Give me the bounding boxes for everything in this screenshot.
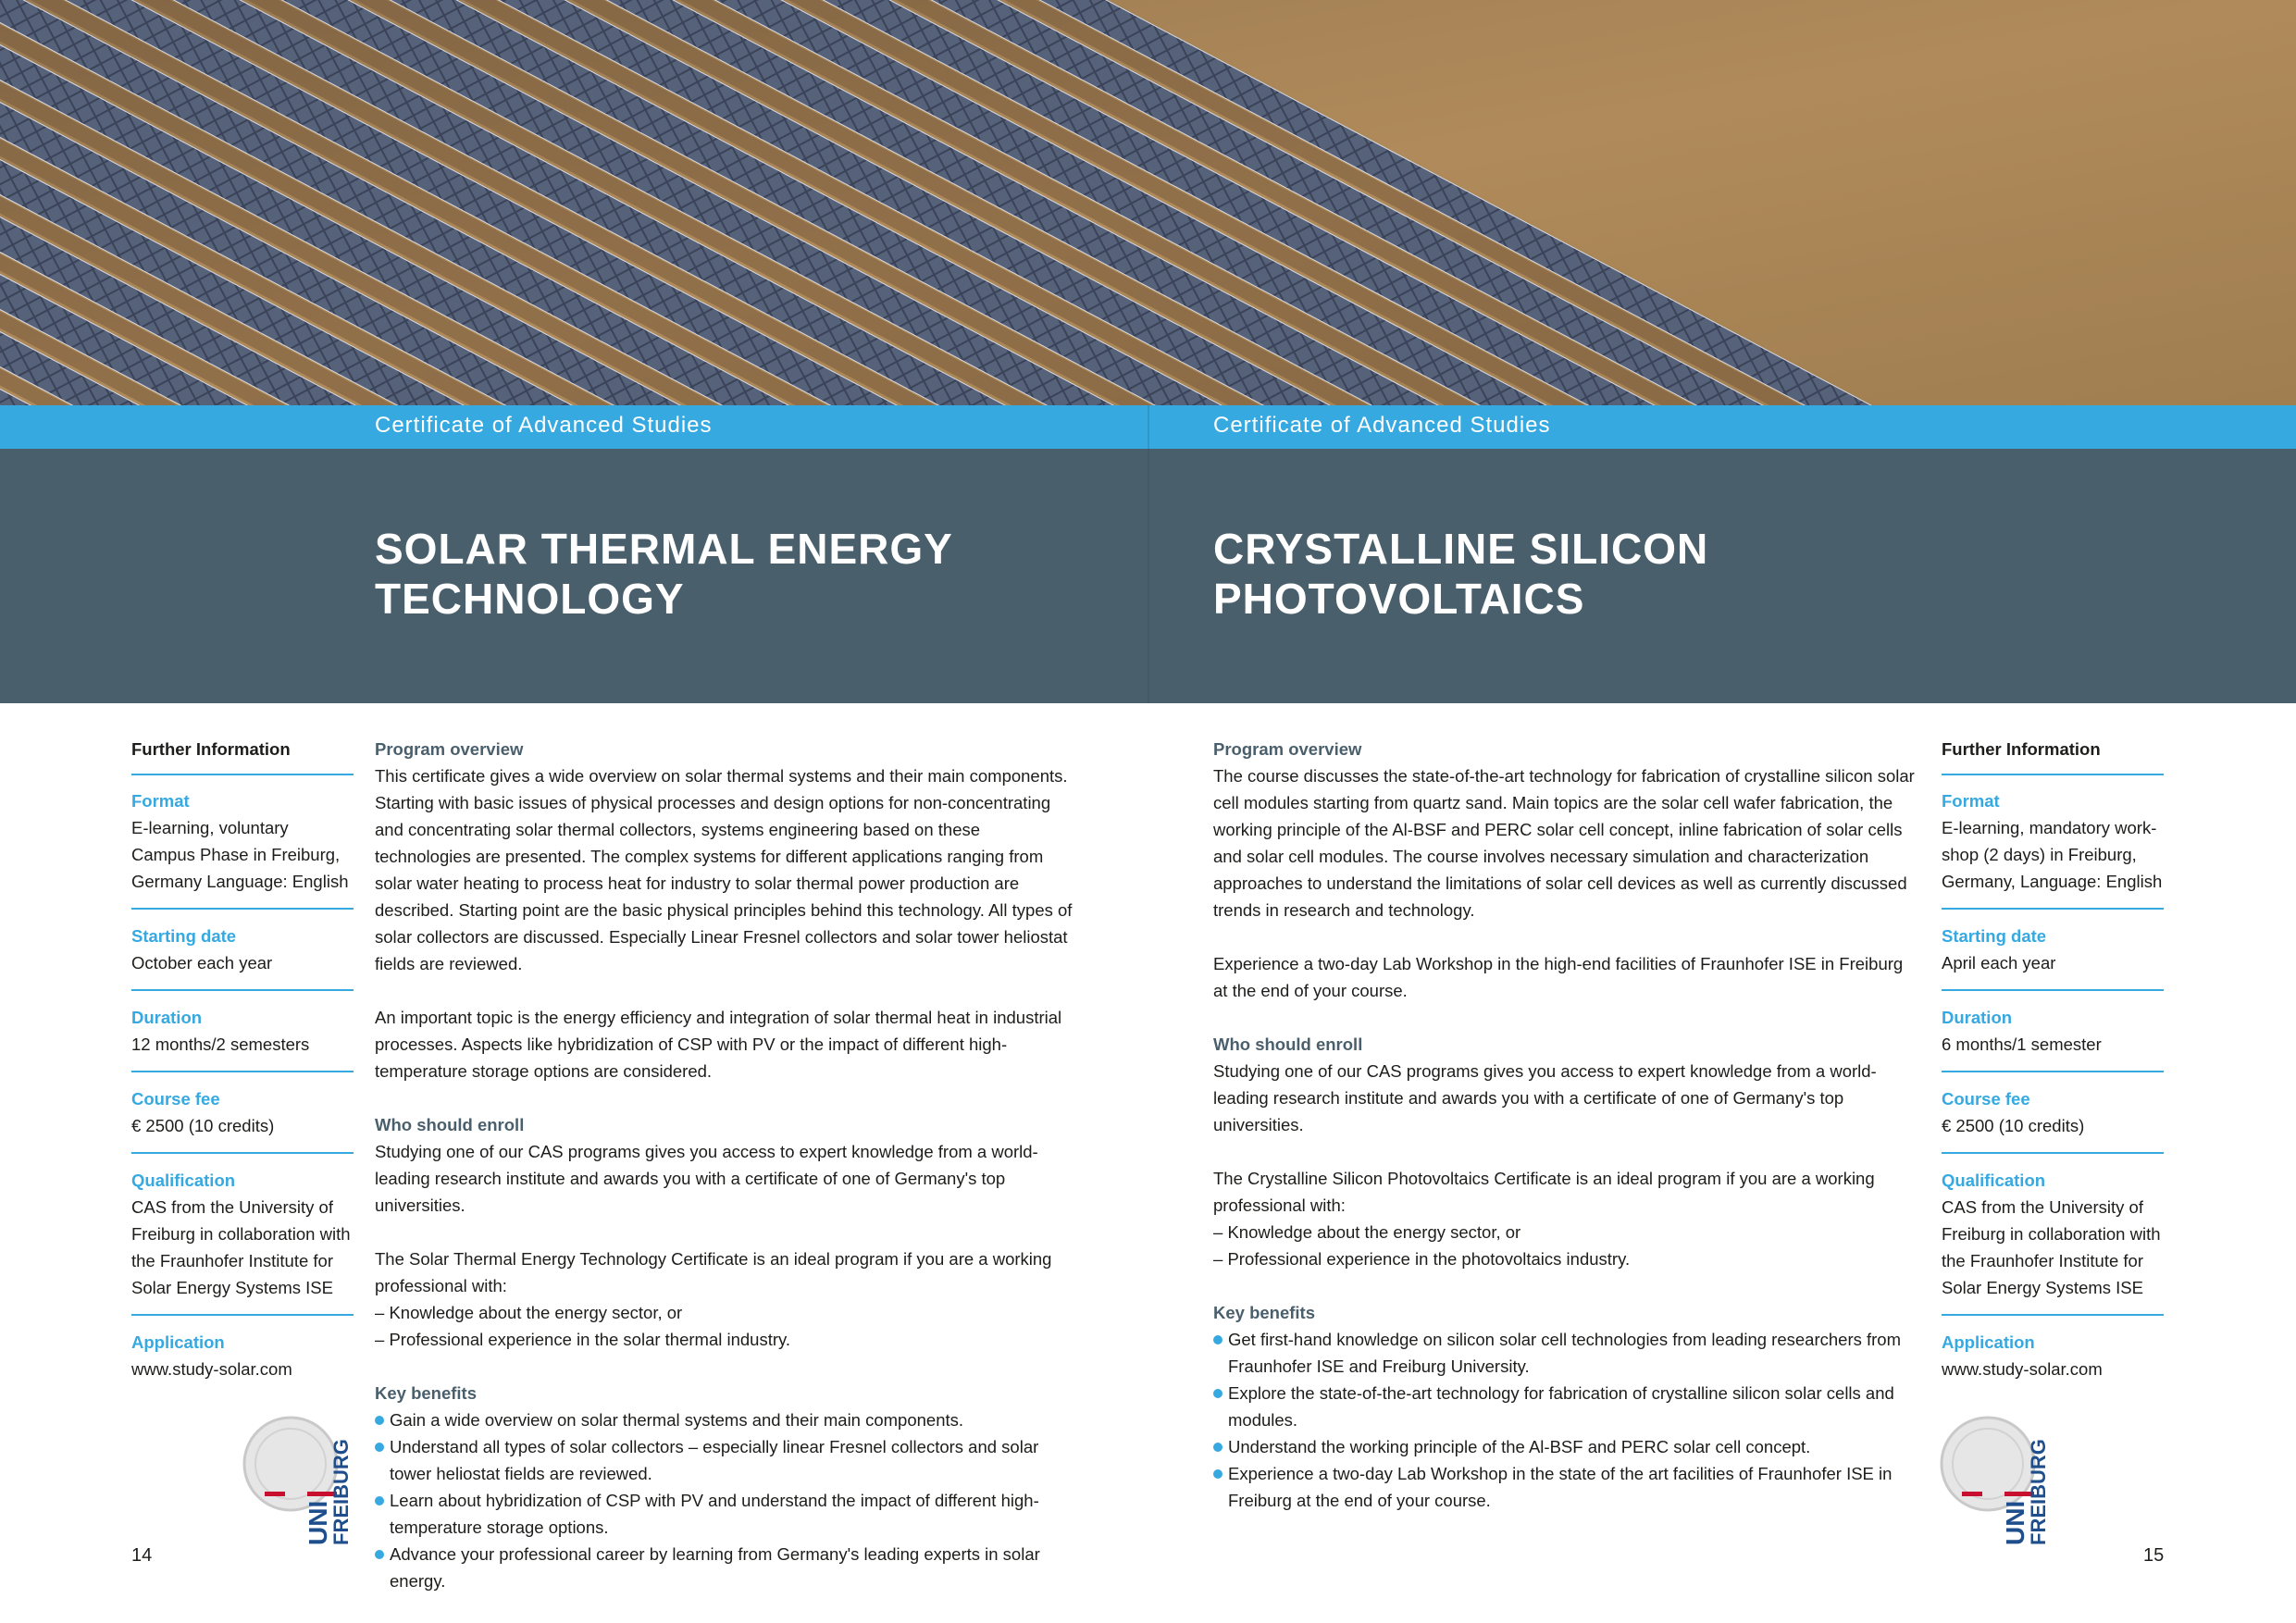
starting-date-section [131,923,354,991]
overview-paragraph: This certificate gives a wide overview on solar thermal systems and their main components. Starting with basic issues of physical processes and design options for non-concentrating and concentrating solar thermal collectors, systems engineering based on these technologies are presented. The complex systems for different applications ranging from solar water heating to process heat for industry to solar thermal power production are described. Starting point are the basic physical principles behind this technology. All types of solar collectors are discussed. Especially Linear Fresnel collectors and solar tower heliostat fields are reviewed. [375,766,1073,973]
application-link[interactable]: www.study-solar.com [131,1359,292,1379]
course-fee-label: Course fee [1942,1089,2030,1109]
list-item: – Knowledge about the energy sector, or [1213,1219,1921,1245]
left-certificate-label: Certificate of Advanced Studies [375,413,713,438]
enroll-heading: Who should enroll [1213,1035,1363,1054]
qualification-label: Qualification [131,1171,236,1190]
list-item: Gain a wide overview on solar thermal systems and their main components. [375,1406,1078,1433]
overview-paragraph: An important topic is the energy efficiency and integration of solar thermal heat in industrial processes. Aspects like hybridization of CSP with PV or the impact of different high-temperature storage options are considered. [375,1008,1062,1081]
starting-date-value: October each year [131,953,273,973]
format-section [1942,787,2164,910]
solar-field-photo [0,0,2296,405]
list-item: Experience a two-day Lab Workshop in the state of the art facilities of Fraunhofer ISE in Freiburg at the end of your course. [1213,1460,1921,1514]
enroll-paragraph: The Crystalline Silicon Photovoltaics Certificate is an ideal program if you are a working professional with: [1213,1169,1875,1215]
right-title-line2: PHOTOVOLTAICS [1213,575,1585,623]
enroll-paragraph: Studying one of our CAS programs gives you access to expert knowledge from a world-leading research institute and awards you with a certificate of one of Germany's top universities. [375,1142,1038,1215]
application-label: Application [1942,1332,2035,1352]
list-item: Get first-hand knowledge on silicon solar cell technologies from leading researchers from Fraunhofer ISE and Freiburg University. [1213,1326,1921,1380]
duration-label: Duration [1942,1008,2013,1027]
list-item: Understand the working principle of the Al-BSF and PERC solar cell concept. [1213,1433,1921,1460]
list-item: – Professional experience in the solar thermal industry. [375,1326,1078,1353]
starting-date-value: April each year [1942,953,2056,973]
uni-freiburg-logo [1940,1406,2051,1545]
left-title-line1: SOLAR THERMAL ENERGY [375,525,953,573]
left-page-title [375,524,1041,624]
application-label: Application [131,1332,225,1352]
page-number-right: 15 [2143,1545,2165,1566]
enroll-list [1213,1219,1921,1272]
further-information-heading: Further Information [1942,736,2164,775]
course-fee-section [131,1085,354,1154]
overview-paragraph: Experience a two-day Lab Workshop in the high-end facilities of Fraunhofer ISE in Freiburg at the end of your course. [1213,954,1904,1000]
band-gutter [1148,449,1149,703]
logo-text-freiburg: FREIBURG [2027,1439,2050,1545]
format-label: Format [131,791,190,811]
qualification-value: CAS from the University of Freiburg in collaboration with the Fraunhofer Institute for Solar Energy Systems ISE [1942,1197,2161,1297]
qualification-section [131,1167,354,1316]
list-item: Advance your professional career by learning from Germany's leading experts in solar energy. [375,1541,1078,1594]
course-fee-section [1942,1085,2164,1154]
duration-label: Duration [131,1008,203,1027]
format-value: E-learning, voluntary Campus Phase in Freiburg, Germany Language: English [131,818,349,891]
right-main-content [1213,736,1921,1514]
logo-text-freiburg: FREIBURG [329,1439,353,1545]
course-fee-value: € 2500 (10 credits) [1942,1116,2085,1135]
duration-value: 6 months/1 semester [1942,1035,2102,1054]
format-value: E-learning, mandatory work-shop (2 days) in Freiburg, Germany, Language: English [1942,818,2163,891]
left-further-information [131,736,354,1408]
list-item: Explore the state-of-the-art technology for fabrication of crystalline silicon solar cells and modules. [1213,1380,1921,1433]
logo-text-uni: UNI [2001,1500,2029,1545]
list-item: Understand all types of solar collectors – especially linear Fresnel collectors and solar tower heliostat fields are reviewed. [375,1433,1078,1487]
qualification-label: Qualification [1942,1171,2046,1190]
course-fee-label: Course fee [131,1089,220,1109]
application-link[interactable]: www.study-solar.com [1942,1359,2103,1379]
enroll-list [375,1299,1078,1353]
duration-value: 12 months/2 semesters [131,1035,310,1054]
course-fee-value: € 2500 (10 credits) [131,1116,275,1135]
format-section [131,787,354,910]
page-number-left: 14 [131,1545,153,1566]
right-further-information [1942,736,2164,1408]
uni-freiburg-logo [242,1406,354,1545]
overview-heading: Program overview [1213,739,1362,759]
qualification-section [1942,1167,2164,1316]
enroll-paragraph: The Solar Thermal Energy Technology Certificate is an ideal program if you are a working professional with: [375,1249,1052,1295]
benefits-list [375,1406,1078,1594]
logo-text-uni: UNI [304,1500,332,1545]
benefits-heading: Key benefits [375,1383,478,1403]
right-certificate-label: Certificate of Advanced Studies [1213,413,1551,438]
application-section [1942,1329,2164,1395]
right-page-title [1213,524,1880,624]
starting-date-label: Starting date [1942,926,2047,946]
format-label: Format [1942,791,2000,811]
left-main-content [375,736,1078,1594]
list-item: – Knowledge about the energy sector, or [375,1299,1078,1326]
benefits-heading: Key benefits [1213,1303,1316,1322]
starting-date-label: Starting date [131,926,237,946]
benefits-list [1213,1326,1921,1514]
starting-date-section [1942,923,2164,991]
left-title-line2: TECHNOLOGY [375,575,685,623]
list-item: Learn about hybridization of CSP with PV and understand the impact of different high-temperature storage options. [375,1487,1078,1541]
enroll-paragraph: Studying one of our CAS programs gives you access to expert knowledge from a world-leading research institute and awards you with a certificate of one of Germany's top universities. [1213,1061,1877,1134]
duration-section [1942,1004,2164,1072]
overview-heading: Program overview [375,739,524,759]
enroll-heading: Who should enroll [375,1115,525,1134]
application-section [131,1329,354,1395]
qualification-value: CAS from the University of Freiburg in collaboration with the Fraunhofer Institute for Solar Energy Systems ISE [131,1197,351,1297]
duration-section [131,1004,354,1072]
further-information-heading: Further Information [131,736,354,775]
overview-paragraph: The course discusses the state-of-the-art technology for fabrication of crystalline silicon solar cell modules starting from quartz sand. Main topics are the solar cell wafer fabrication, the working principle of the Al-BSF and PERC solar cell concept, inline fabrication of solar cells and solar cell modules. The course involves necessary simulation and characterization approaches to understand the limitations of solar cell devices as well as currently discussed trends in research and technology. [1213,766,1915,920]
right-title-line1: CRYSTALLINE SILICON [1213,525,1709,573]
list-item: – Professional experience in the photovoltaics industry. [1213,1245,1921,1272]
page-gutter [1148,405,1149,449]
